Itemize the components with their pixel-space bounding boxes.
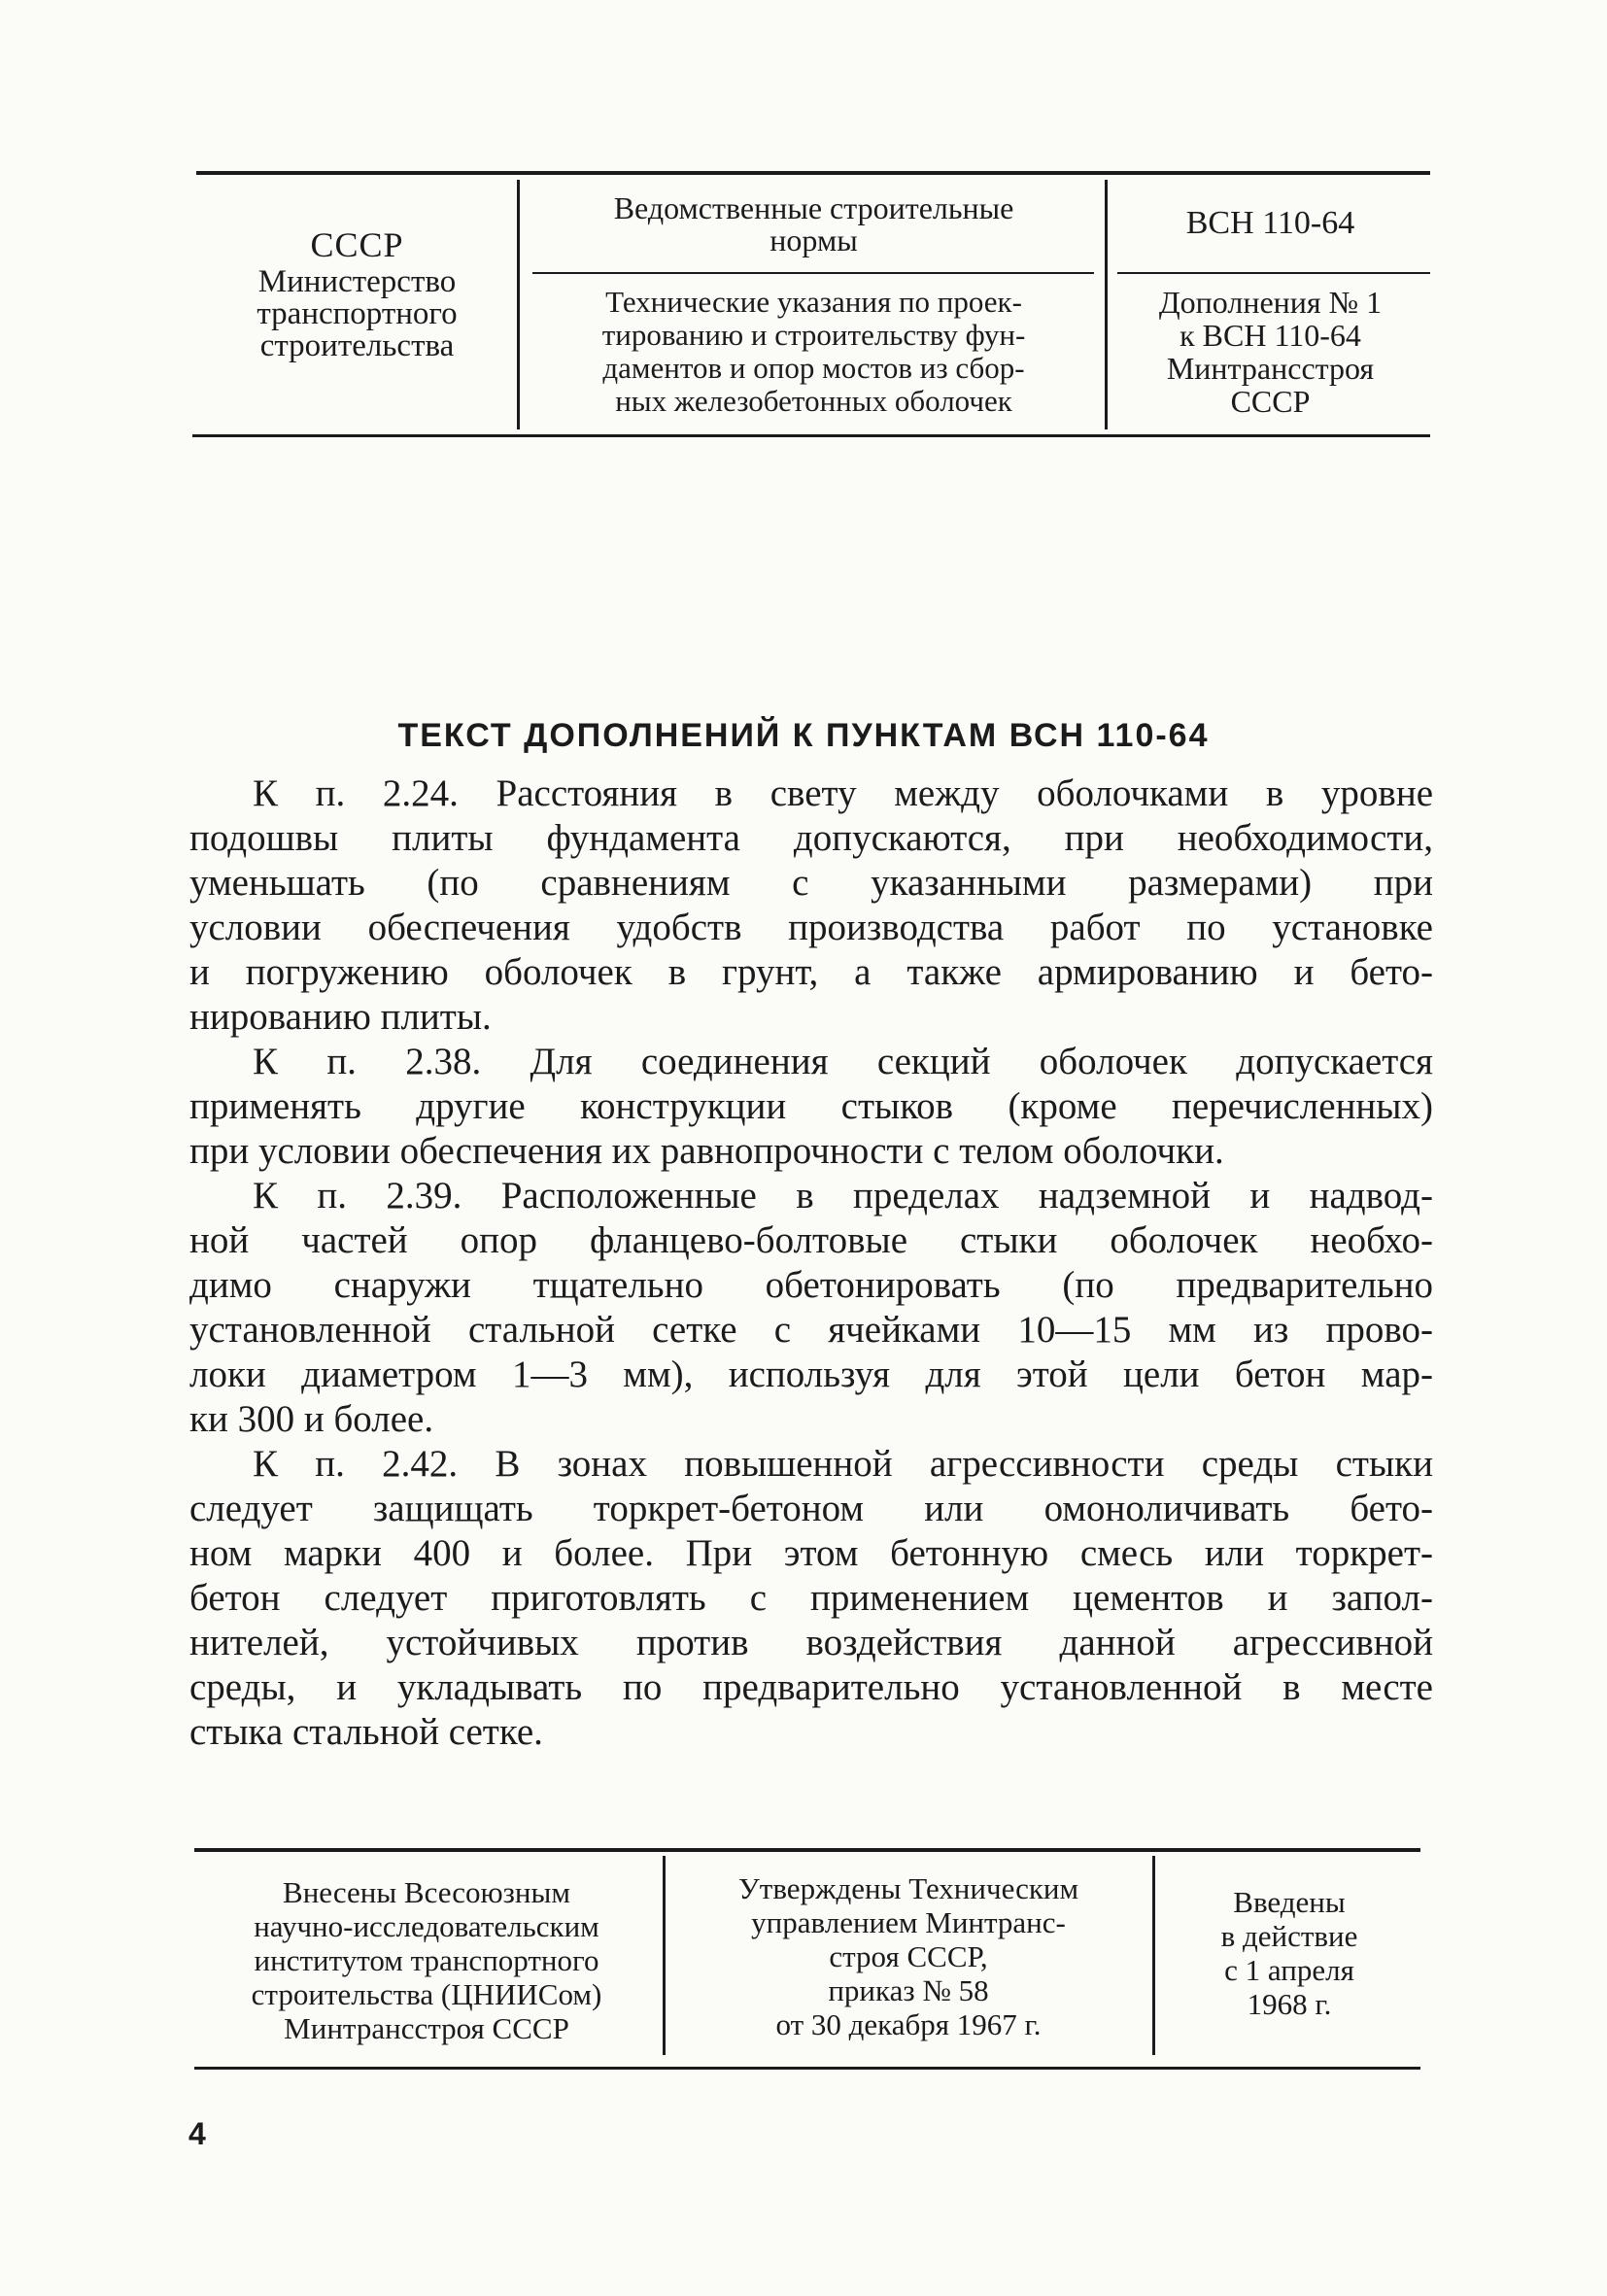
footer-right-line: Введены — [1233, 1885, 1346, 1919]
paragraph-line: ном марки 400 и более. При этом бетонную смесь или торкрет- — [189, 1532, 1433, 1574]
header-left-line: строительства — [259, 328, 455, 363]
paragraph-line: среды, и укладывать по предварительно установленной в месте — [189, 1666, 1433, 1708]
footer-top-rule — [194, 1848, 1420, 1852]
header-left-line: СССР — [310, 225, 404, 264]
header-left-line: Министерство — [257, 264, 457, 299]
paragraph-line: К п. 2.42. В зонах повышенной агрессивности среды стыки — [253, 1443, 1433, 1485]
footer-middle-block — [670, 1871, 1146, 2041]
paragraph — [189, 771, 1433, 1040]
paragraph-line: нированию плиты. — [189, 996, 492, 1038]
header-middle-rule — [532, 272, 1094, 274]
header-right-bottom-block — [1112, 286, 1428, 418]
header-left-block — [204, 223, 510, 362]
footer-left-line: институтом транспортного — [254, 1943, 599, 1977]
paragraph — [189, 1040, 1433, 1174]
paragraph-line: димо снаружи тщательно обетонировать (по предварительно — [189, 1264, 1433, 1306]
header-right-bottom-line: Дополнения № 1 — [1158, 285, 1383, 320]
header-middle-bottom-line: Технические указания по проек- — [605, 285, 1022, 319]
body-text — [189, 771, 1433, 1755]
footer-left-line: Минтрансстроя СССР — [284, 2011, 569, 2045]
paragraph-line: и погружению оболочек в грунт, а также армированию и бето- — [189, 951, 1433, 993]
paragraph-line: установленной стальной сетке с ячейками 10—15 мм из прово- — [189, 1309, 1433, 1351]
header-right-bottom-line: СССР — [1230, 384, 1311, 419]
header-left-line: транспортного — [256, 296, 458, 331]
paragraph-line: К п. 2.38. Для соединения секций оболочек допускается — [253, 1041, 1433, 1082]
footer-middle-line: строя СССР, — [829, 1939, 988, 1973]
paragraph-line: бетон следует приготовлять с применением цементов и запол- — [189, 1577, 1433, 1619]
footer-middle-line: управлением Минтранс- — [751, 1905, 1066, 1939]
paragraph-line: ной частей опор фланцево-болтовые стыки оболочек необхо- — [189, 1219, 1433, 1261]
paragraph-line: ки 300 и более. — [189, 1398, 434, 1440]
footer-right-line: в действие — [1220, 1919, 1358, 1953]
paragraph-line: К п. 2.39. Расположенные в пределах надземной и надвод- — [253, 1175, 1433, 1217]
footer-left-line: Внесены Всесоюзным — [283, 1875, 570, 1909]
header-right-rule — [1117, 272, 1430, 274]
paragraph-line: условии обеспечения удобств производства работ по установке — [189, 907, 1433, 948]
paragraph — [189, 1174, 1433, 1442]
paragraph-line: стыка стальной сетке. — [189, 1711, 543, 1753]
paragraph-line: при условии обеспечения их равнопрочности с телом оболочки. — [189, 1130, 1224, 1172]
footer-left-line: научно-исследовательским — [254, 1909, 599, 1943]
paragraph-line: уменьшать (по сравнениям с указанными размерами) при — [189, 862, 1433, 904]
footer-middle-line: от 30 декабря 1967 г. — [775, 2007, 1042, 2041]
header-middle-bottom-line: даментов и опор мостов из сбор- — [602, 351, 1025, 385]
footer-middle-line: приказ № 58 — [828, 1973, 989, 2007]
header-top-rule — [196, 171, 1430, 175]
header-middle-bottom-block — [530, 286, 1098, 418]
footer-middle-line: Утверждены Техническим — [737, 1871, 1079, 1905]
footer-right-line: с 1 апреля — [1224, 1953, 1354, 1987]
footer-left-block — [194, 1875, 659, 2045]
paragraph-line: локи диаметром 1—3 мм), используя для этой цели бетон мар- — [189, 1354, 1433, 1395]
footer-divider-right — [1152, 1856, 1155, 2055]
header-middle-top-line: Ведомственные строительные — [613, 190, 1014, 225]
header-bottom-rule — [192, 434, 1430, 437]
footer-bottom-rule — [194, 2067, 1420, 2070]
header-middle-bottom-line: ных железобетонных оболочек — [615, 384, 1012, 418]
footer-left-line: строительства (ЦНИИСом) — [251, 1977, 602, 2011]
header-middle-bottom-line: тированию и строительству фун- — [601, 318, 1026, 352]
footer-right-line: 1968 г. — [1247, 1987, 1332, 2021]
paragraph-line: подошвы плиты фундамента допускаются, при необходимости, — [189, 817, 1433, 859]
footer-right-block — [1158, 1885, 1420, 2021]
paragraph-line: следует защищать торкрет-бетоном или омоноличивать бето- — [189, 1488, 1433, 1529]
paragraph-line: применять другие конструкции стыков (кроме перечисленных) — [189, 1085, 1433, 1127]
paragraph — [189, 1442, 1433, 1755]
header-right-bottom-line: Минтрансстроя — [1166, 351, 1375, 386]
header-middle-top-block — [530, 192, 1098, 257]
header-code: ВСН 110-64 — [1185, 205, 1355, 241]
header-right-bottom-line: к ВСН 110-64 — [1180, 318, 1361, 353]
paragraph-line: К п. 2.24. Расстояния в свету между оболочками в уровне — [253, 772, 1433, 814]
header-divider-right — [1105, 180, 1108, 429]
paragraph-line: нителей, устойчивых против воздействия данной агрессивной — [189, 1622, 1433, 1663]
section-title: ТЕКСТ ДОПОЛНЕНИЙ К ПУНКТАМ ВСН 110-64 — [397, 717, 1210, 754]
header-divider-left — [517, 180, 520, 429]
header-middle-top-line: нормы — [769, 223, 858, 257]
page-number: 4 — [188, 2116, 206, 2151]
footer-divider-left — [663, 1856, 666, 2055]
